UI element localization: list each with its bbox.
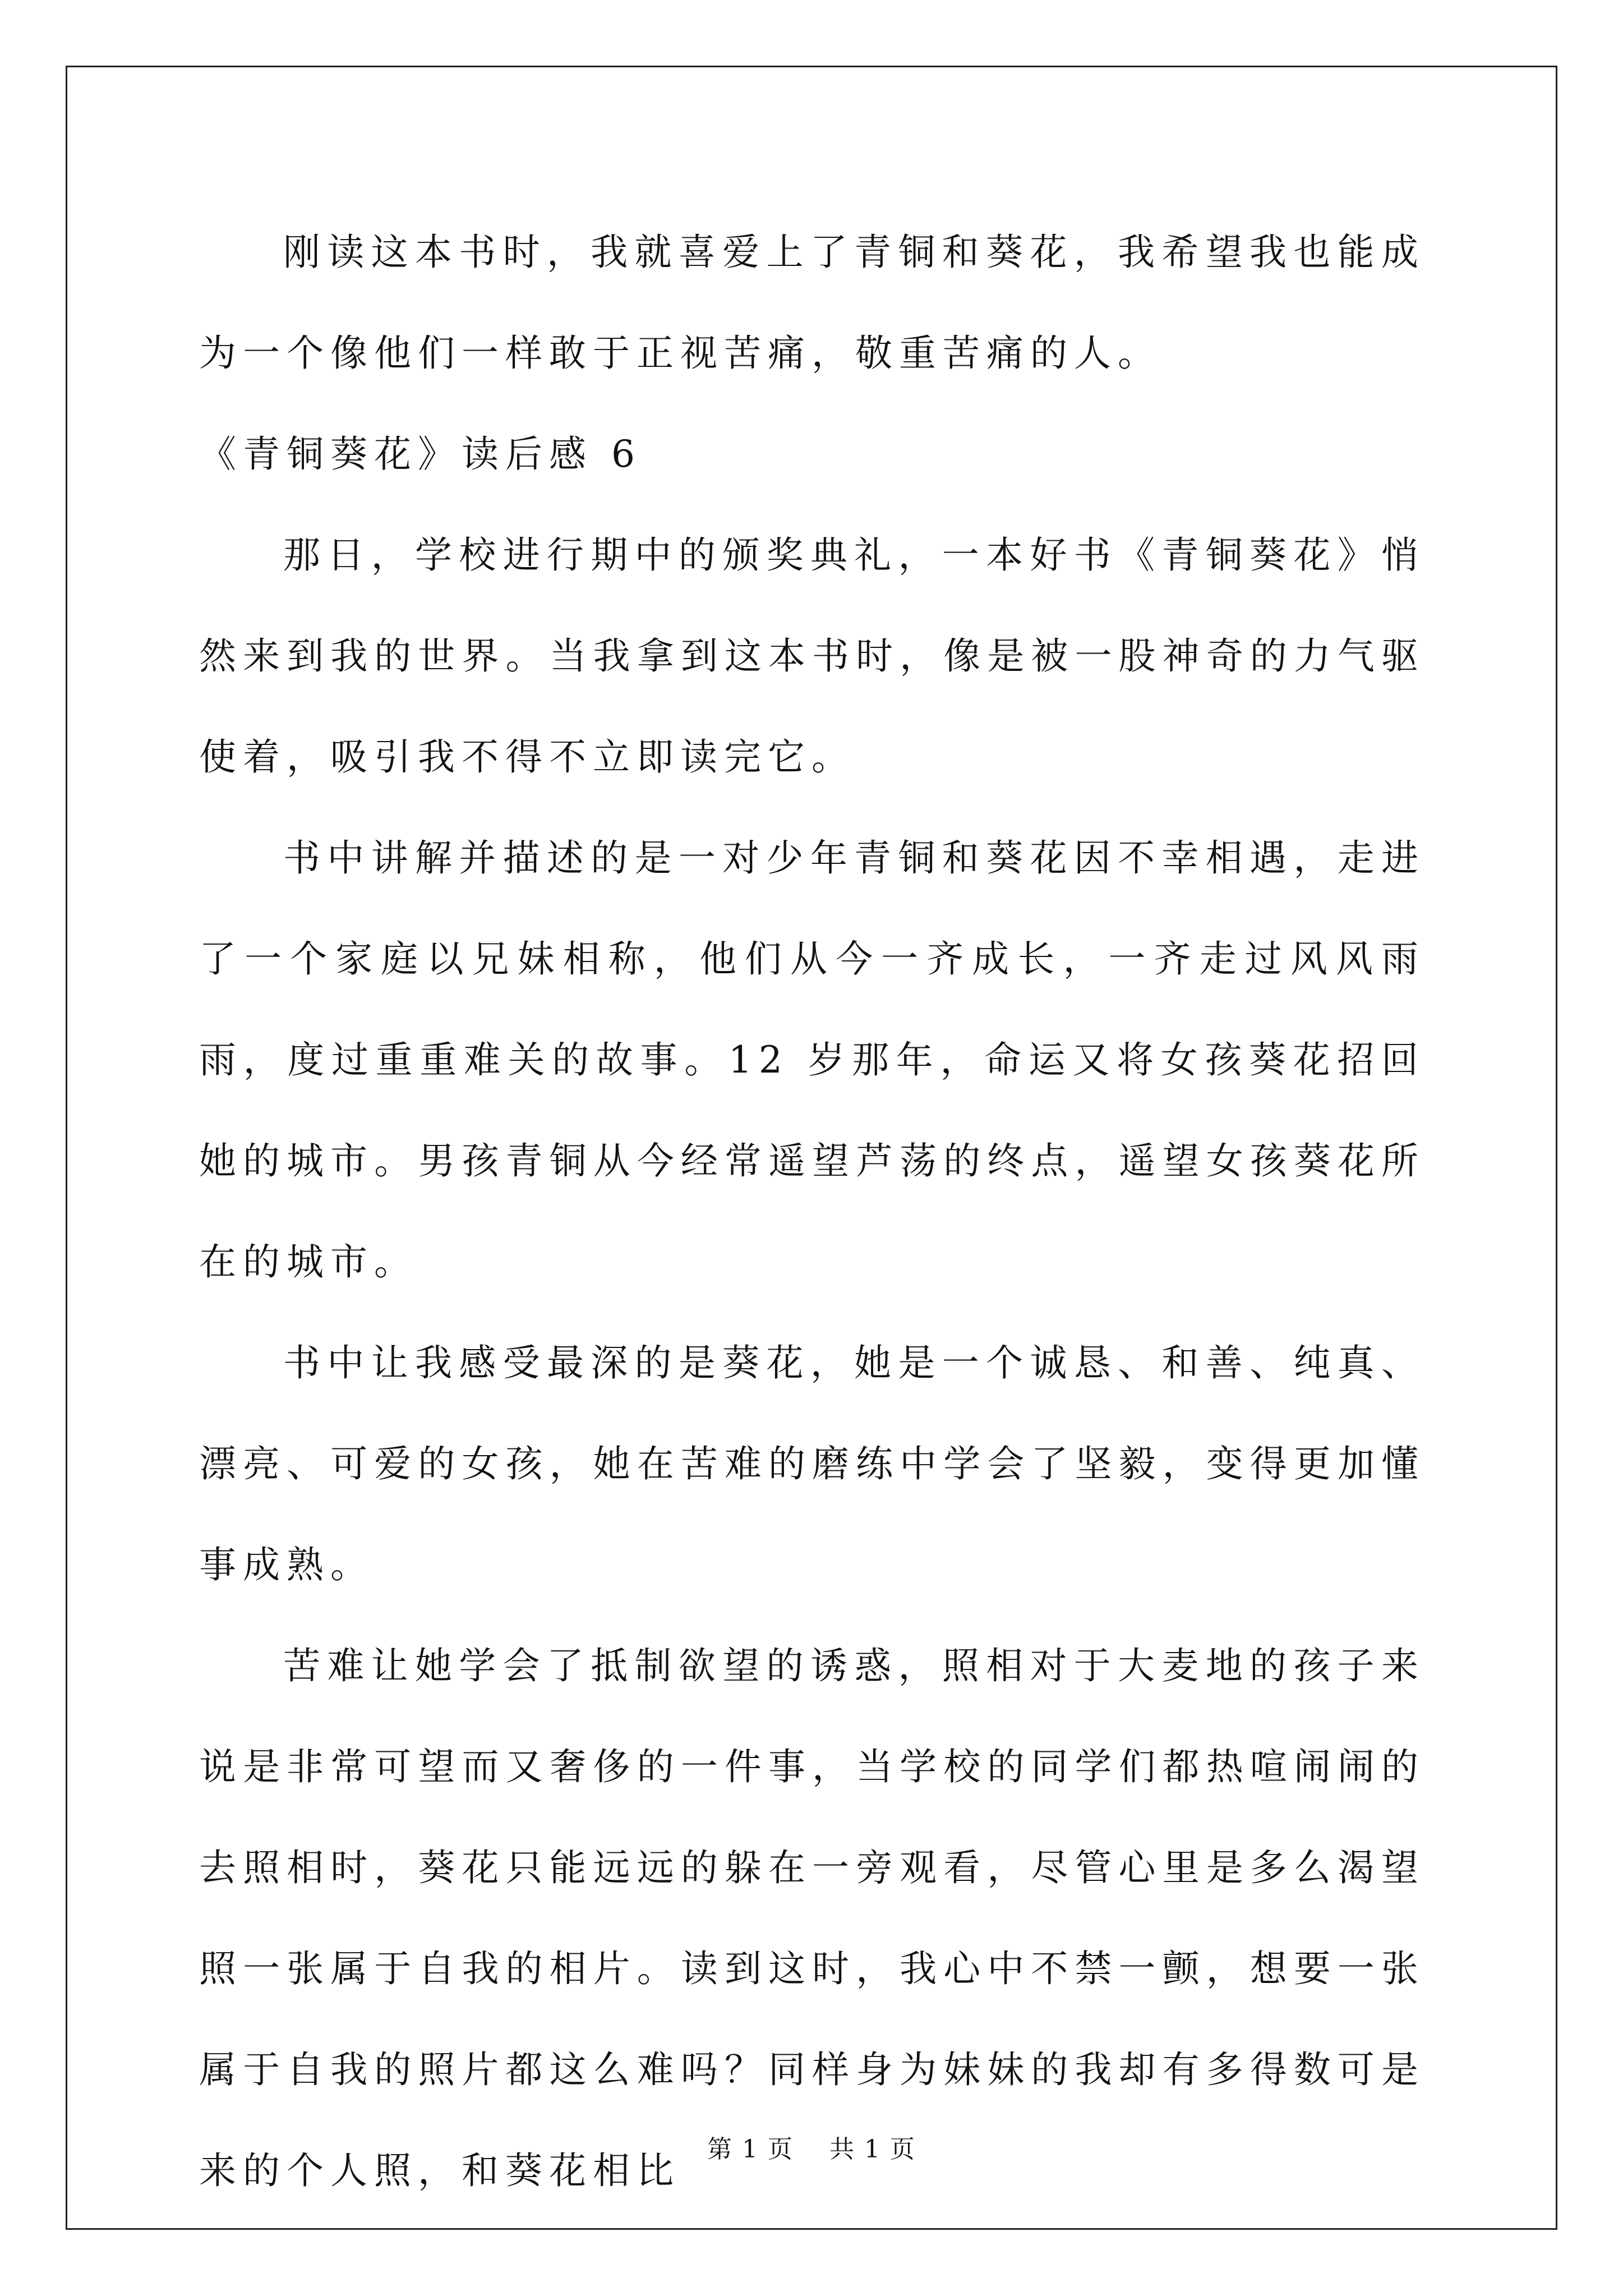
paragraph-1: 刚读这本书时，我就喜爱上了青铜和葵花，我希望我也能成为一个像他们一样敢于正视苦痛，敬重苦痛的人。 xyxy=(199,231,1425,375)
paragraph-5: 苦难让她学会了抵制欲望的诱惑，照相对于大麦地的孩子来说是非常可望而又奢侈的一件事，当学校的同学们都热喧闹闹的去照相时，葵花只能远远的躲在一旁观看，尽管心里是多么渴望照一张属于自我的相片。读到这时，我心中不禁一颤，想要一张属于自我的照片都这么难吗？同样身为妹妹的我却有多得数可是来的个人照，和葵花相比 xyxy=(199,1644,1425,2192)
paragraph-3: 书中讲解并描述的是一对少年青铜和葵花因不幸相遇，走进了一个家庭以兄妹相称，他们从今一齐成长，一齐走过风风雨雨，度过重重难关的故事。12 岁那年，命运又将女孩葵花招回她的城市。男孩青铜从今经常遥望芦荡的终点，遥望女孩葵花所在的城市。 xyxy=(199,836,1425,1283)
section-heading: 《青铜葵花》读后感 6 xyxy=(199,432,642,476)
paragraph-4: 书中让我感受最深的是葵花，她是一个诚恳、和善、纯真、漂亮、可爱的女孩，她在苦难的磨练中学会了坚毅，变得更加懂事成熟。 xyxy=(199,1341,1425,1586)
page-number-footer: 第 1 页 共 1 页 xyxy=(707,2135,916,2164)
paragraph-2: 那日，学校进行期中的颁奖典礼，一本好书《青铜葵花》悄然来到我的世界。当我拿到这本书时，像是被一股神奇的力气驱使着，吸引我不得不立即读完它。 xyxy=(199,533,1425,779)
document-body xyxy=(199,202,1425,2221)
